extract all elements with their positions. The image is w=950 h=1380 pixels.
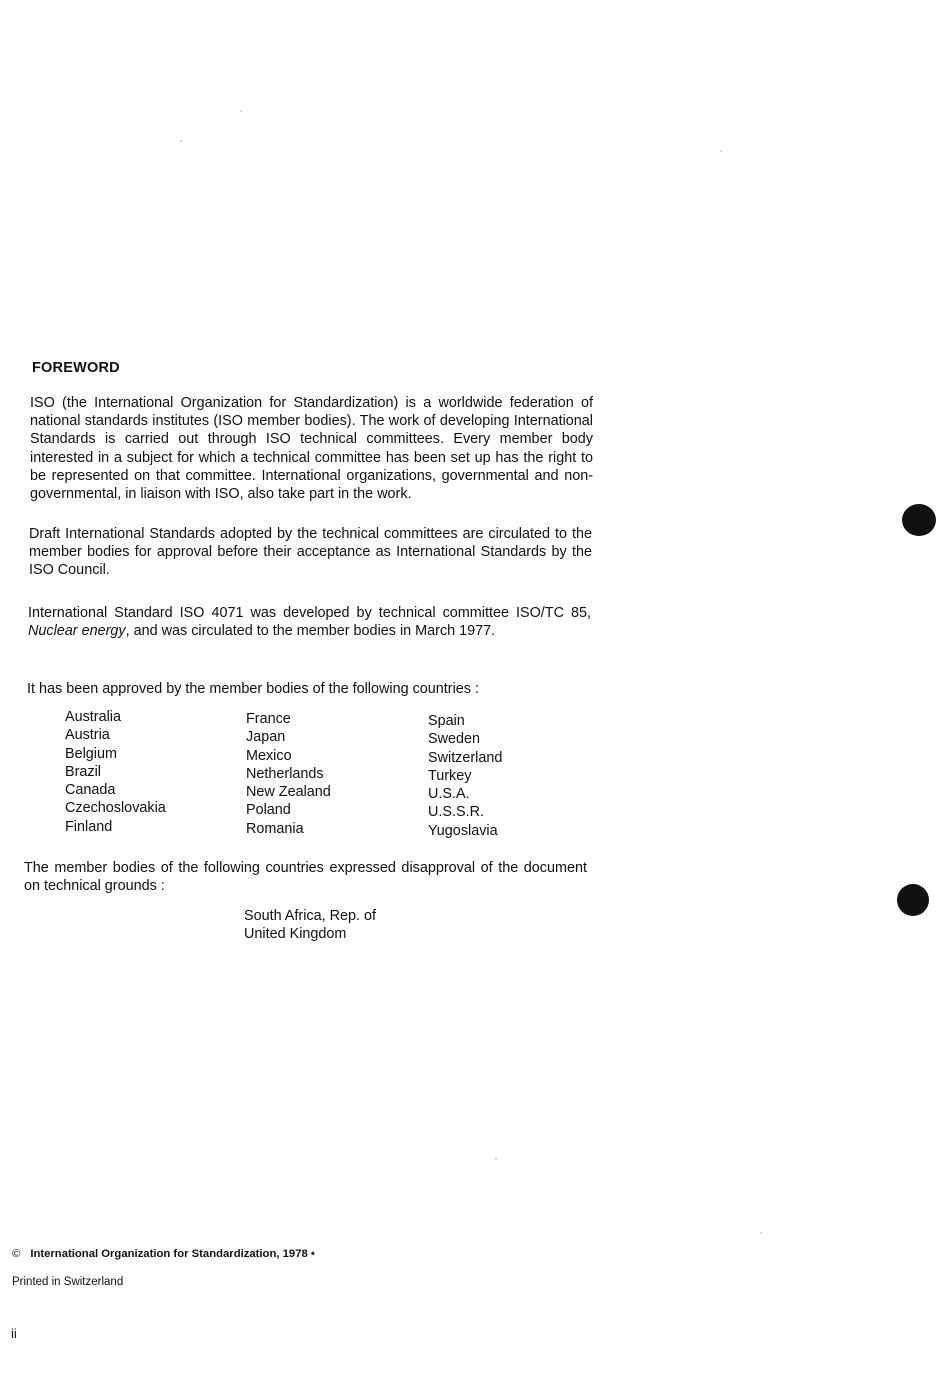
approved-countries-column-1 <box>65 708 166 836</box>
country-item: Sweden <box>428 731 481 748</box>
country-item: Belgium <box>65 745 117 762</box>
scan-speck <box>760 1232 762 1234</box>
paragraph-draft-standards: Draft International Standards adopted by the technical committees are circulated to the member bodies for approval before their acceptance as International Standards by the ISO Council. <box>29 526 592 579</box>
scan-speck <box>720 150 722 152</box>
country-item: Yugoslavia <box>428 822 498 839</box>
disapproving-countries-list <box>244 907 376 944</box>
country-item: Canada <box>65 782 116 799</box>
country-item: New Zealand <box>246 784 331 801</box>
country-item: Romania <box>246 820 304 837</box>
punch-hole-icon <box>902 504 936 536</box>
country-item: Japan <box>246 729 286 746</box>
p3-text-after: , and was circulated to the member bodies in March 1977. <box>125 623 496 640</box>
committee-name: Nuclear energy <box>28 623 126 640</box>
paragraph-iso-description: ISO (the International Organization for Standardization) is a worldwide federation of national standards institutes (ISO member bodies). The work of developing International Standards is carried out through ISO technical committees. Every member body interested in a subject for which a technical committee has been set up has the right to be represented on that committee. International organizations, governmental and non-governmental, in liaison with ISO, also take part in the work. <box>30 395 593 503</box>
page-number: ii <box>11 1326 17 1341</box>
copyright-symbol: © <box>12 1248 21 1260</box>
country-item: United Kingdom <box>244 926 347 943</box>
country-item: Poland <box>246 802 291 819</box>
country-item: U.S.A. <box>428 786 470 803</box>
country-item: South Africa, Rep. of <box>244 908 376 924</box>
country-item: Australia <box>65 709 121 725</box>
approved-countries-column-2 <box>246 710 331 838</box>
paragraph-standard-development <box>28 604 591 640</box>
country-item: Brazil <box>65 763 101 780</box>
country-item: U.S.S.R. <box>428 804 484 821</box>
copyright-line <box>12 1248 315 1260</box>
country-item: Finland <box>65 818 113 835</box>
scan-speck <box>495 1158 497 1160</box>
country-item: France <box>246 711 291 727</box>
foreword-heading: FOREWORD <box>32 360 120 376</box>
country-item: Switzerland <box>428 749 503 766</box>
copyright-text: International Organization for Standardization, 1978 <box>30 1248 308 1260</box>
punch-hole-icon <box>897 884 929 916</box>
bullet-icon: • <box>310 1248 315 1260</box>
country-item: Spain <box>428 713 465 729</box>
country-item: Austria <box>65 727 110 744</box>
printed-in-line: Printed in Switzerland <box>12 1276 124 1288</box>
approved-countries-column-3 <box>428 712 502 840</box>
country-item: Mexico <box>246 747 292 764</box>
scan-speck <box>240 110 242 112</box>
scan-speck <box>180 140 182 142</box>
paragraph-disapproval-intro: The member bodies of the following countries expressed disapproval of the document on technical grounds : <box>24 860 587 895</box>
country-item: Turkey <box>428 767 472 784</box>
country-item: Netherlands <box>246 765 324 782</box>
p3-text-before: International Standard ISO 4071 was developed by technical committee ISO/TC 85, <box>28 605 591 621</box>
country-item: Czechoslovakia <box>65 800 166 817</box>
paragraph-approval-intro: It has been approved by the member bodies of the following countries : <box>27 681 479 697</box>
